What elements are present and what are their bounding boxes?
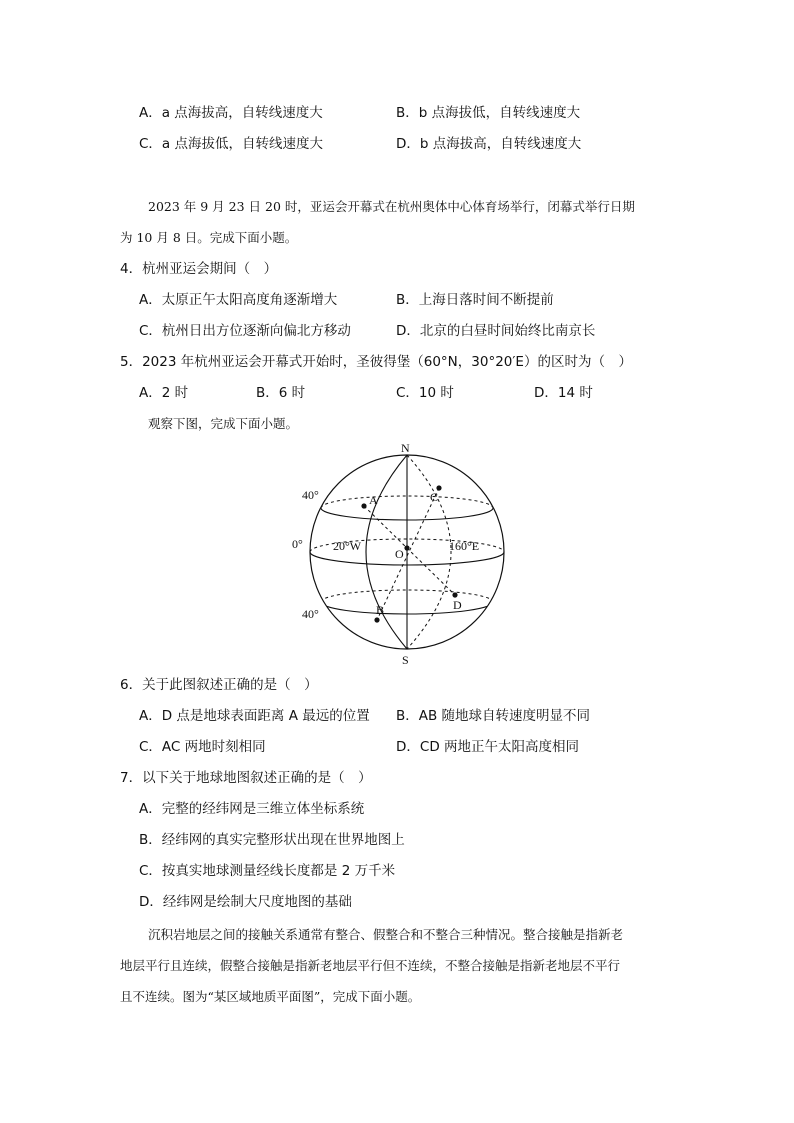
- label-lat-0: 0°: [292, 537, 303, 551]
- q7-option-c: C．按真实地球测量经线长度都是 2 万千米: [139, 863, 396, 879]
- figure-intro: 观察下图，完成下面小题。: [148, 416, 299, 431]
- label-a: A: [369, 493, 378, 507]
- q5-stem: 5．2023 年杭州亚运会开幕式开始时，圣彼得堡（60°N，30°20′E）的区时为（ ）: [120, 354, 632, 370]
- q3-option-d: D．b 点海拔高，自转线速度大: [396, 136, 582, 152]
- point-o: [404, 545, 409, 550]
- q5-option-d: D．14 时: [534, 385, 593, 401]
- passage2-line3: 且不连续。图为“某区域地质平面图”，完成下面小题。: [120, 989, 421, 1004]
- q5-option-a: A．2 时: [139, 385, 189, 401]
- label-lat-40-bottom: 40°: [302, 607, 319, 621]
- label-c: C: [430, 490, 439, 504]
- q4-option-d: D．北京的白昼时间始终比南京长: [396, 323, 596, 339]
- q7-stem: 7．以下关于地球地图叙述正确的是（ ）: [120, 770, 372, 786]
- q3-option-a: A．a 点海拔高，自转线速度大: [139, 105, 323, 121]
- passage2-line1: 沉积岩地层之间的接触关系通常有整合、假整合和不整合三种情况。整合接触是指新老: [148, 927, 624, 942]
- q5-option-b: B．6 时: [256, 385, 306, 401]
- line-c-b: [377, 488, 439, 620]
- q6-option-c: C．AC 两地时刻相同: [139, 739, 266, 755]
- label-d: D: [453, 598, 462, 612]
- passage1-line1: 2023 年 9 月 23 日 20 时，亚运会开幕式在杭州奥体中心体育场举行，闭幕式举行日期: [148, 199, 635, 214]
- q3-option-b: B．b 点海拔低，自转线速度大: [396, 105, 581, 121]
- label-o: O: [395, 547, 404, 561]
- q3-option-c: C．a 点海拔低，自转线速度大: [139, 136, 323, 152]
- q6-stem: 6．关于此图叙述正确的是（ ）: [120, 677, 318, 693]
- globe-figure: [285, 438, 525, 668]
- q7-option-a: A．完整的经纬网是三维立体坐标系统: [139, 801, 365, 817]
- q6-option-a: A．D 点是地球表面距离 A 最远的位置: [139, 708, 370, 724]
- q5-option-c: C．10 时: [396, 385, 454, 401]
- q4-stem: 4．杭州亚运会期间（ ）: [120, 261, 278, 277]
- q7-option-b: B．经纬网的真实完整形状出现在世界地图上: [139, 832, 405, 848]
- q4-option-a: A．太原正午太阳高度角逐渐增大: [139, 292, 338, 308]
- label-b: B: [376, 603, 385, 617]
- meridian-160e: [407, 455, 451, 649]
- q4-option-c: C．杭州日出方位逐渐向偏北方移动: [139, 323, 351, 339]
- q6-option-b: B．AB 随地球自转速度明显不同: [396, 708, 591, 724]
- passage2-line2: 地层平行且连续，假整合接触是指新老地层平行但不连续，不整合接触是指新老地层不平行: [120, 958, 621, 973]
- q4-option-b: B．上海日落时间不断提前: [396, 292, 554, 308]
- point-a: [361, 503, 366, 508]
- point-d: [452, 592, 457, 597]
- point-b: [374, 617, 379, 622]
- label-n: N: [401, 441, 410, 455]
- q7-option-d: D．经纬网是绘制大尺度地图的基础: [139, 894, 352, 910]
- label-s: S: [402, 653, 409, 667]
- q6-option-d: D．CD 两地正午太阳高度相同: [396, 739, 580, 755]
- label-lon-160e: 160°E: [449, 539, 480, 553]
- passage1-line2: 为 10 月 8 日。完成下面小题。: [120, 230, 298, 245]
- label-lon-20w: 20°W: [333, 539, 362, 553]
- label-lat-40-top: 40°: [302, 488, 319, 502]
